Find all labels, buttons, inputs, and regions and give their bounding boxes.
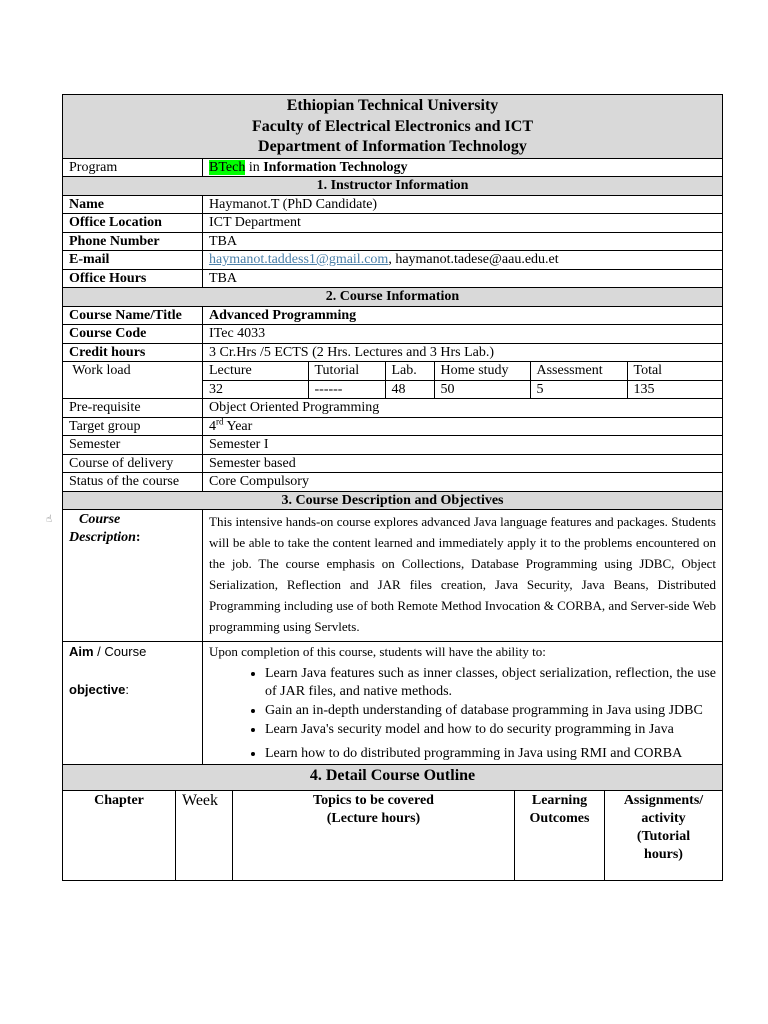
course-outline-document <box>62 94 722 881</box>
objective-content <box>203 642 723 765</box>
workload-header-cell: Tutorial <box>308 362 385 380</box>
objective-label-mid: / Course <box>93 644 147 659</box>
objective-list <box>209 665 716 763</box>
course-info-heading: 2. Course Information <box>63 288 723 307</box>
email-secondary: , haymanot.tadese@aau.edu.et <box>388 252 559 267</box>
objective-label-aim: Aim <box>69 644 94 659</box>
target-ordinal: rd <box>216 415 224 426</box>
description-label-colon: : <box>135 529 141 545</box>
target-number: 4 <box>209 418 216 434</box>
program-name: Information Technology <box>263 159 408 175</box>
outline-header-row <box>63 790 723 880</box>
course-info-table <box>62 94 723 765</box>
semester-value: Semester I <box>203 436 723 455</box>
course-code-value: ITec 4033 <box>203 325 723 344</box>
department-name: Department of Information Technology <box>258 138 527 155</box>
outline-col-outcomes-line1: Learning <box>531 792 588 808</box>
outline-col-outcomes <box>515 790 605 880</box>
workload-value-cell: ------ <box>308 380 385 398</box>
target-row <box>63 417 723 436</box>
program-value <box>203 158 723 177</box>
description-text: This intensive hands-on course explores advanced Java language features and packages. Students will be able to take the content learned and immediately apply it to the problems encountered on the job. The course emphasis on Collections, Database Programming using JDBC, Object Serialization, Reflection and JAR files creation, Java Security, Java Beans, Distributed Programming including use of both Remote Method Invocation & CORBA, and Server-side Web programming using Servlets. <box>203 510 723 642</box>
credit-value: 3 Cr.Hrs /5 ECTS (2 Hrs. Lectures and 3 Hrs Lab.) <box>203 343 723 362</box>
faculty-name: Faculty of Electrical Electronics and ICT <box>252 117 533 135</box>
status-label: Status of the course <box>63 473 203 492</box>
instructor-name-row <box>63 195 723 214</box>
semester-row <box>63 436 723 455</box>
workload-value-cell: 135 <box>627 380 722 398</box>
course-name-row <box>63 306 723 325</box>
workload-header-cell: Lecture <box>209 363 252 378</box>
program-highlight: BTech <box>209 159 246 175</box>
objective-item: • Learn how to do distributed programming in Java using RMI and CORBA <box>265 745 716 763</box>
workload-value-cell: 32 <box>203 380 308 398</box>
course-code-label: Course Code <box>63 325 203 344</box>
workload-table <box>203 362 722 398</box>
outline-col-assign-line3: (Tutorial <box>636 828 691 844</box>
outline-col-outcomes-line2: Outcomes <box>529 810 590 826</box>
instructor-heading: 1. Instructor Information <box>63 177 723 196</box>
status-row <box>63 473 723 492</box>
course-outline-table <box>62 765 723 881</box>
description-heading: 3. Course Description and Objectives <box>63 491 723 510</box>
description-row <box>63 510 723 642</box>
objective-intro: Upon completion of this course, students will have the ability to: <box>209 644 546 659</box>
target-value <box>203 417 723 436</box>
office-value: ICT Department <box>203 214 723 233</box>
description-label <box>63 510 203 642</box>
office-row <box>63 214 723 233</box>
outline-col-assign-line4: hours) <box>644 846 683 862</box>
workload-label: Work load <box>63 362 203 399</box>
name-label: Name <box>63 195 203 214</box>
email-label: E-mail <box>63 251 203 270</box>
workload-header-cell: Total <box>627 362 722 380</box>
phone-row <box>63 232 723 251</box>
program-row <box>63 158 723 177</box>
credit-row <box>63 343 723 362</box>
description-label-word2: Description <box>69 529 136 545</box>
workload-header-cell: Home study <box>434 362 530 380</box>
outline-col-topics <box>233 790 515 880</box>
outline-col-topics-line1: Topics to be covered <box>313 792 434 808</box>
prereq-row <box>63 399 723 418</box>
credit-label: Credit hours <box>63 343 203 362</box>
objective-row <box>63 642 723 765</box>
office-hours-label: Office Hours <box>63 269 203 288</box>
delivery-label: Course of delivery <box>63 454 203 473</box>
workload-header-row <box>203 362 722 380</box>
email-row <box>63 251 723 270</box>
workload-value-row <box>203 380 722 398</box>
name-value: Haymanot.T (PhD Candidate) <box>203 195 723 214</box>
email-value <box>203 251 723 270</box>
program-in: in <box>245 159 264 175</box>
workload-row <box>63 362 723 399</box>
delivery-row <box>63 454 723 473</box>
outline-col-assignments <box>605 790 723 880</box>
objective-label <box>63 642 203 765</box>
objective-item: • Learn Java features such as inner classes, object serialization, reflection, the use of JAR files, and native methods. <box>265 665 716 701</box>
workload-value-cell: 48 <box>385 380 434 398</box>
workload-value-cell: 50 <box>434 380 530 398</box>
target-suffix: Year <box>223 418 253 434</box>
semester-label: Semester <box>63 436 203 455</box>
office-hours-row <box>63 269 723 288</box>
program-label: Program <box>63 158 203 177</box>
email-link[interactable]: haymanot.taddess1@gmail.com <box>209 252 389 267</box>
office-label: Office Location <box>63 214 203 233</box>
phone-label: Phone Number <box>63 232 203 251</box>
target-label: Target group <box>63 417 203 436</box>
outline-col-assign-line2: activity <box>641 810 686 826</box>
prereq-value: Object Oriented Programming <box>203 399 723 418</box>
objective-item: • Learn Java's security model and how to do security programming in Java <box>265 721 716 739</box>
table-move-handle-icon[interactable]: ☝ <box>46 514 53 525</box>
workload-header-cell: Assessment <box>530 362 627 380</box>
course-code-row <box>63 325 723 344</box>
course-name-label: Course Name/Title <box>63 306 203 325</box>
document-header <box>63 95 723 159</box>
university-name: Ethiopian Technical University <box>286 97 499 114</box>
outline-heading: 4. Detail Course Outline <box>63 765 723 791</box>
outline-col-week: Week <box>176 790 233 880</box>
course-name-value: Advanced Programming <box>203 306 723 325</box>
objective-item: • Gain an in-depth understanding of database programming in Java using JDBC <box>265 702 716 720</box>
workload-value-cell: 5 <box>530 380 627 398</box>
office-hours-value: TBA <box>203 269 723 288</box>
description-label-word1: Course <box>79 512 121 527</box>
outline-col-chapter: Chapter <box>63 790 176 880</box>
delivery-value: Semester based <box>203 454 723 473</box>
prereq-label: Pre-requisite <box>63 399 203 418</box>
outline-col-topics-line2: (Lecture hours) <box>326 810 421 826</box>
outline-col-assign-line1: Assignments/ <box>623 792 704 808</box>
objective-label-word: objective <box>69 681 126 697</box>
objective-label-colon: : <box>125 681 129 697</box>
workload-cell <box>203 362 723 399</box>
status-value: Core Compulsory <box>203 473 723 492</box>
phone-value: TBA <box>203 232 723 251</box>
workload-header-cell: Lab. <box>385 362 434 380</box>
